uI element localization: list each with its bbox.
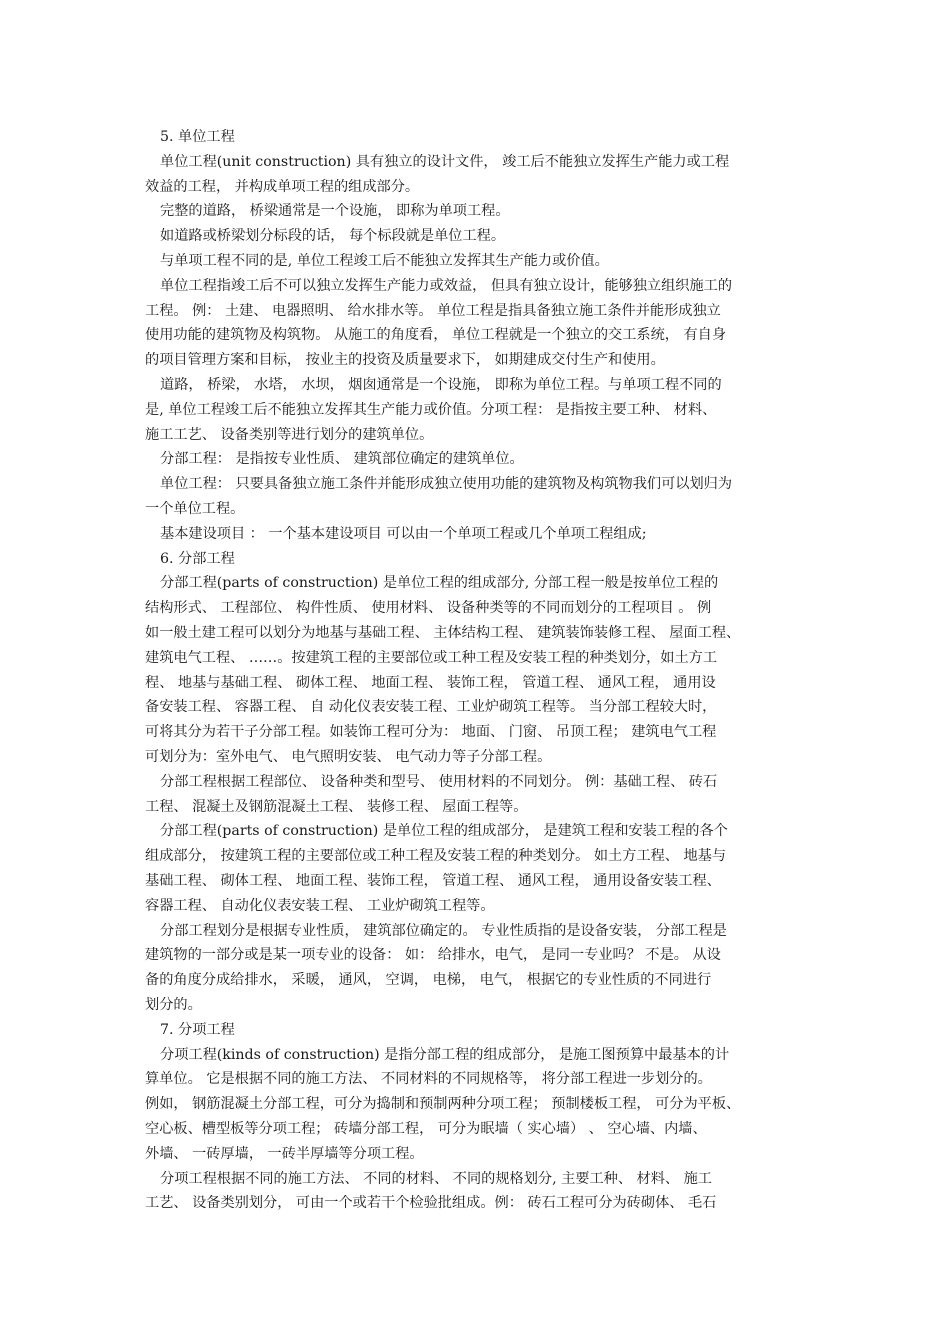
text-line: 可划分为：室外电气、 电气照明安装、 电气动力等子分部工程。	[145, 749, 552, 765]
text-line: 6. 分部工程	[160, 550, 235, 567]
text-line: 一个单位工程。	[145, 501, 245, 517]
text-line: 如一般土建工程可以划分为地基与基础工程、 主体结构工程、 建筑装饰装修工程、 屋面工程、	[145, 625, 741, 641]
text-line: 分项工程根据不同的施工方法、 不同的材料、 不同的规格划分, 主要工种、 材料、 施工	[160, 1170, 712, 1187]
text-line: 7. 分项工程	[160, 1021, 235, 1038]
text-line: 建筑电气工程、 ……。按建筑工程的主要部位或工种工程及安装工程的种类划分，如土方工	[145, 649, 718, 666]
text-line: 程、 地基与基础工程、 砌体工程、 地面工程、 装饰工程， 管道工程、 通风工程， 通用设	[145, 674, 716, 691]
text-line: 分部工程(parts of construction) 是单位工程的组成部分, 分部工程一般是按单位工程的	[160, 575, 719, 592]
text-line: 结构形式、 工程部位、 构件性质、 使用材料、 设备种类等的不同而划分的工程项目 。 例	[145, 600, 712, 617]
text-line: 基础工程、 砌体工程、 地面工程、装饰工程， 管道工程、 通风工程， 通用设备安装工程、	[145, 873, 721, 889]
text-line: 算单位。 它是根据不同的施工方法、 不同材料的不同规格等， 将分部工程进一步划分的。	[145, 1071, 712, 1088]
text-line: 分部工程： 是指按专业性质、 建筑部位确定的建筑单位。	[160, 451, 524, 468]
text-line: 单位工程指竣工后不可以独立发挥生产能力或效益， 但具有独立设计，能够独立组织施工的	[160, 277, 733, 294]
text-line: 组成部分， 按建筑工程的主要部位或工种工程及安装工程的种类划分。 如土方工程、 地基与	[145, 848, 727, 865]
text-line: 基本建设项目 ： 一个基本建设项目 可以由一个单项工程或几个单项工程组成;	[160, 525, 647, 542]
text-line: 分部工程根据工程部位、 设备种类和型号、 使用材料的不同划分。 例：基础工程、 砖石	[160, 773, 718, 790]
text-line: 与单项工程不同的是, 单位工程竣工后不能独立发挥其生产能力或价值。	[160, 253, 609, 269]
text-line: 建筑物的一部分或是某一项专业的设备： 如： 给排水，电气， 是同一专业吗？ 不是。 从设	[145, 947, 721, 964]
text-line: 如道路或桥梁划分标段的话， 每个标段就是单位工程。	[160, 228, 506, 245]
text-line: 容器工程、 自动化仪表安装工程、 工业炉砌筑工程等。	[145, 897, 495, 914]
text-line: 单位工程： 只要具备独立施工条件并能形成独立使用功能的建筑物及构筑物我们可以划归为	[160, 476, 733, 493]
text-line: 使用功能的建筑物及构筑物。 从施工的角度看， 单位工程就是一个独立的交工系统， 有自身	[145, 327, 727, 344]
text-line: 的项目管理方案和目标， 按业主的投资及质量要求下， 如期建成交付生产和使用。	[145, 352, 665, 369]
text-line: 例如， 钢筋混凝土分部工程，可分为捣制和预制两种分项工程； 预制楼板工程， 可分为平板、	[145, 1096, 741, 1113]
text-line: 单位工程(unit construction) 具有独立的设计文件， 竣工后不能独立发挥生产能力或工程	[160, 153, 730, 170]
text-line: 是, 单位工程竣工后不能独立发挥其生产能力或价值。分项工程： 是指按主要工种、 材料、	[145, 401, 717, 418]
text-line: 分部工程划分是根据专业性质， 建筑部位确定的。 专业性质指的是设备安装， 分部工程是	[160, 922, 727, 939]
text-line: 分项工程(kinds of construction) 是指分部工程的组成部分， 是施工图预算中最基本的计	[160, 1046, 730, 1063]
text-line: 备安装工程、 容器工程、 自 动化仪表安装工程、工业炉砌筑工程等。 当分部工程较大时，	[145, 699, 717, 716]
text-line: 道路， 桥梁， 水塔， 水坝， 烟囱通常是一个设施， 即称为单位工程。与单项工程不同的	[160, 377, 722, 393]
text-line: 效益的工程， 并构成单项工程的组成部分。	[145, 178, 420, 195]
text-line: 完整的道路， 桥梁通常是一个设施， 即称为单项工程。	[160, 203, 510, 220]
text-line: 分部工程(parts of construction) 是单位工程的组成部分， 是建筑工程和安装工程的各个	[160, 823, 728, 840]
text-line: 可将其分为若干子分部工程。如装饰工程可分为： 地面、 门窗、 吊顶工程； 建筑电气工程	[145, 724, 717, 741]
text-line: 外墙、 一砖厚墙， 一砖半厚墙等分项工程。	[145, 1145, 424, 1162]
text-line: 5. 单位工程	[160, 129, 235, 145]
text-line: 工艺、 设备类别划分， 可由一个或若干个检验批组成。例： 砖石工程可分为砖砌体、 毛石	[145, 1195, 717, 1212]
text-line: 工程、 混凝土及钢筋混凝土工程、 装修工程、 屋面工程等。	[145, 798, 528, 815]
text-line: 空心板、槽型板等分项工程； 砖墙分部工程， 可分为眠墙（ 实心墙） 、 空心墙、内墙、	[145, 1121, 707, 1137]
text-line: 备的角度分成给排水， 采暖， 通风， 空调， 电梯， 电气， 根据它的专业性质的不同进行	[145, 972, 712, 989]
text-line: 工程。 例： 土建、 电器照明、 给水排水等。 单位工程是指具备独立施工条件并能形成独立	[145, 302, 721, 319]
text-line: 划分的。	[145, 997, 202, 1013]
text-line: 施工工艺、 设备类别等进行划分的建筑单位。	[145, 426, 434, 443]
